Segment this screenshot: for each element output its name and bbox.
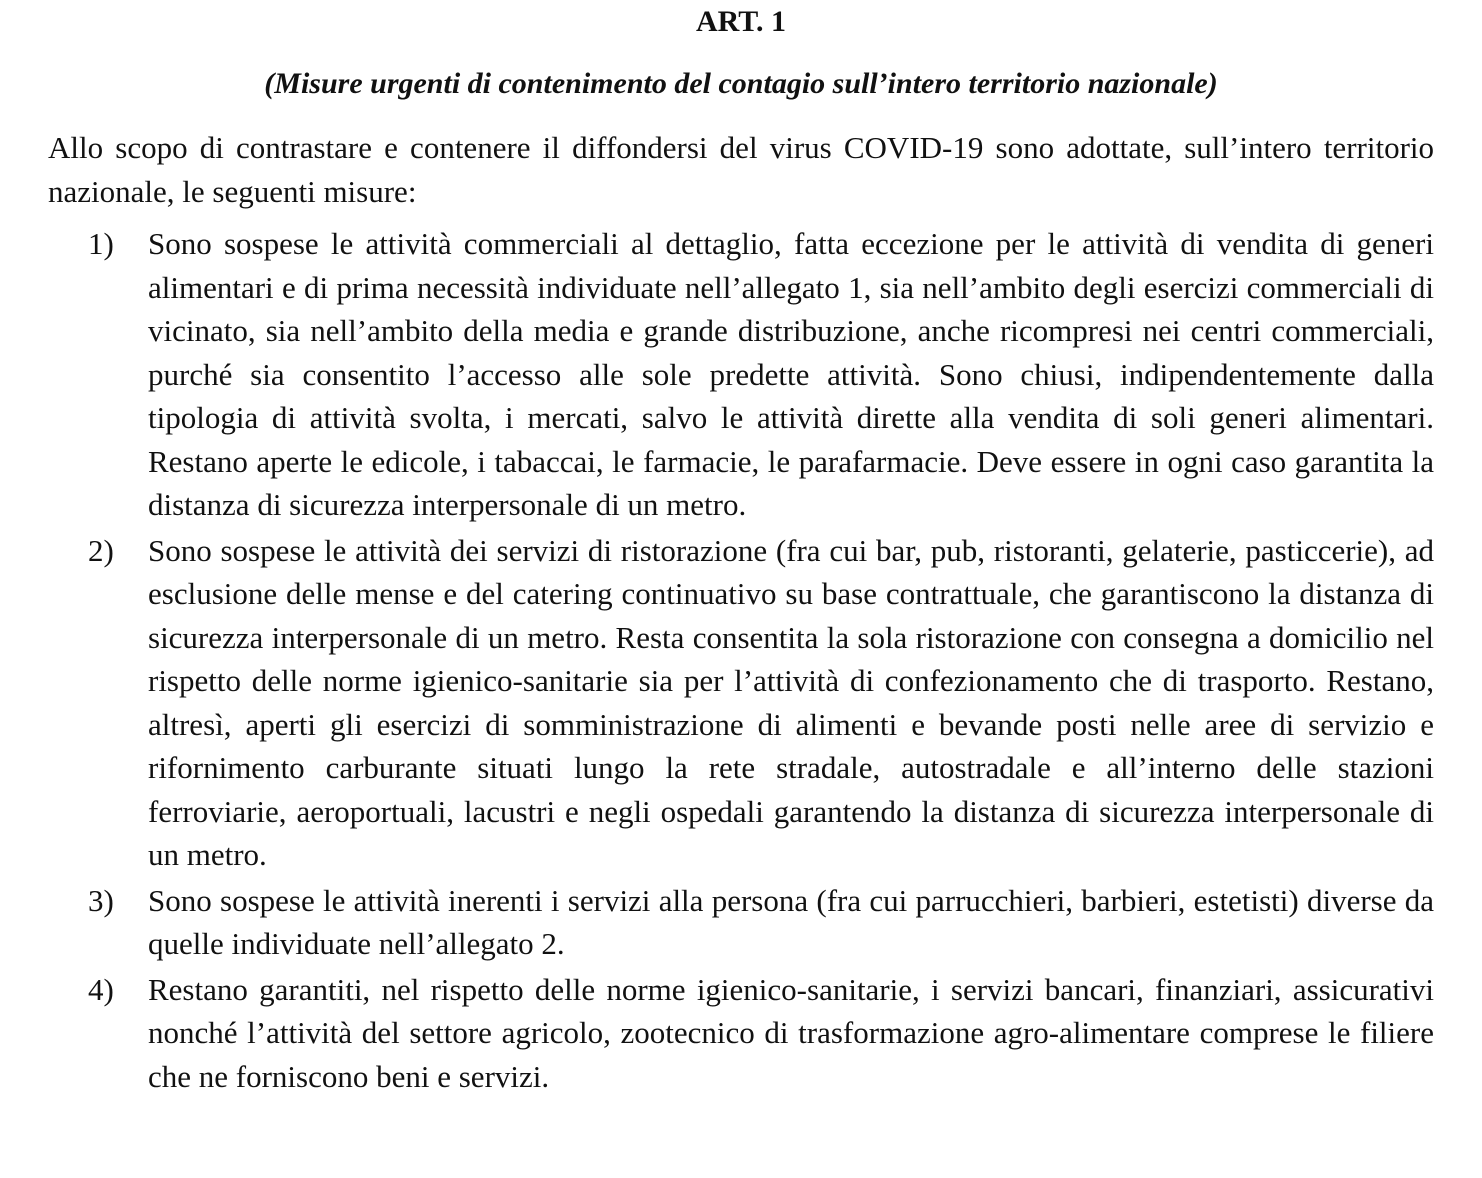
item-number: 2) — [88, 532, 114, 568]
item-number: 3) — [88, 882, 114, 918]
item-number: 1) — [88, 226, 114, 261]
intro-paragraph: Allo scopo di contrastare e contenere il diffondersi del virus COVID-19 sono adottate, sull’intero territorio nazionale, le seguenti misure: — [48, 130, 1434, 209]
item-text: Restano garantiti, nel rispetto delle norme igienico-sanitarie, i servizi bancari, finanziari, assicurativi nonché l’attività del settore agricolo, zootecnico di trasformazione agro-alimentare comprese le filiere che ne forniscono beni e servizi. — [148, 971, 1434, 1094]
article-subtitle: (Misure urgenti di contenimento del contagio sull’intero territorio nazionale) — [264, 67, 1218, 100]
measures-list — [48, 222, 1434, 1100]
article-title: ART. 1 — [695, 5, 787, 38]
item-text: Sono sospese le attività dei servizi di ristorazione (fra cui bar, pub, ristoranti, gelaterie, pasticcerie), ad esclusione delle mense e del catering continuativo su base contrattuale, che garantiscono la distanza di sicurezza interpersonale di un metro. Resta consentita la sola ristorazione con consegna a domicilio nel rispetto delle norme igienico-sanitarie sia per l’attività di confezionamento che di trasporto. Restano, altresì, aperti gli esercizi di somministrazione di alimenti e bevande posti nelle aree di servizio e rifornimento carburante situati lungo la rete stradale, autostradale e all’interno delle stazioni ferroviarie, aeroportuali, lacustri e negli ospedali garantendo la distanza di sicurezza interpersonale di un metro. — [148, 532, 1434, 872]
item-text: Sono sospese le attività inerenti i servizi alla persona (fra cui parrucchieri, barbieri, estetisti) diverse da quelle individuate nell’allegato 2. — [148, 882, 1434, 961]
list-item — [48, 529, 1434, 877]
item-text: Sono sospese le attività commerciali al dettaglio, fatta eccezione per le attività di vendita di generi alimentari e di prima necessità individuate nell’allegato 1, sia nell’ambito degli esercizi commerciali di vicinato, sia nell’ambito della media e grande distribuzione, anche ricompresi nei centri commerciali, purché sia consentito l’accesso alle sole predette attività. Sono chiusi, indipendentemente dalla tipologia di attività svolta, i mercati, salvo le attività dirette alla vendita di soli generi alimentari. Restano aperte le edicole, i tabaccai, le farmacie, le parafarmacie. Deve essere in ogni caso garantita la distanza di sicurezza interpersonale di un metro. — [148, 226, 1434, 522]
item-number: 4) — [88, 971, 114, 1007]
list-item — [48, 879, 1434, 966]
list-item — [48, 222, 1434, 527]
list-item — [48, 968, 1434, 1099]
